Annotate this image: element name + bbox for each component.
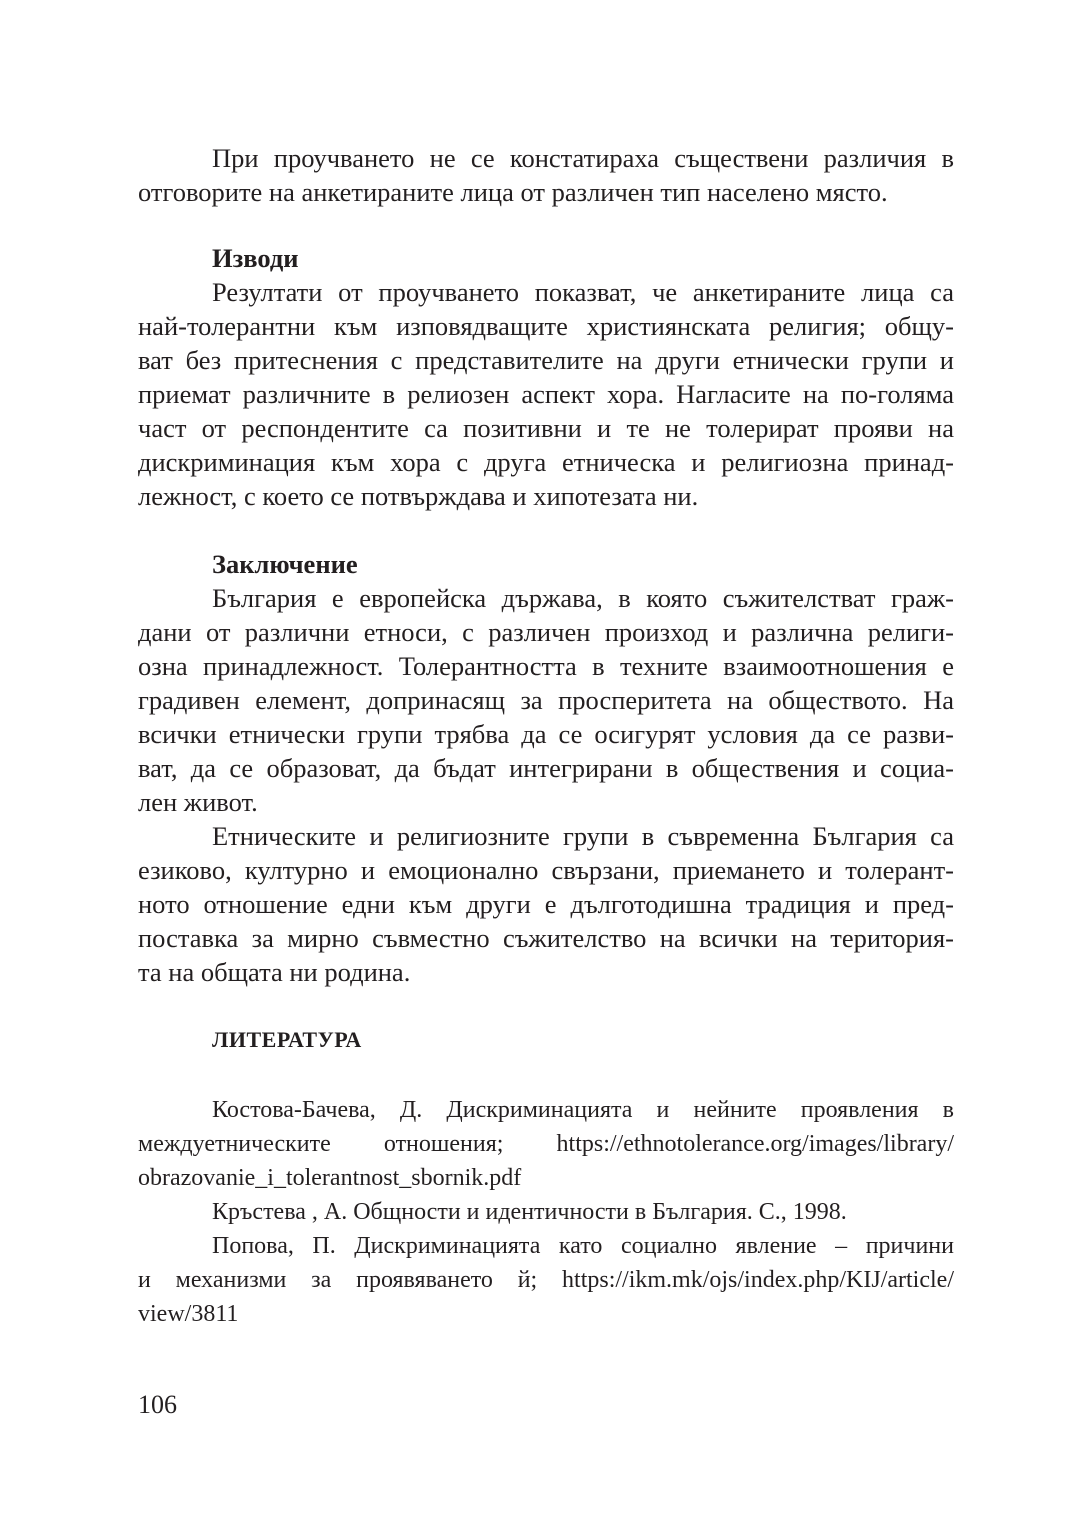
text-line: всички етнически групи трябва да се осигурят условия да се разви- [138,719,954,749]
text-line: дискриминация към хора с друга етническа и религиозна принад- [138,447,954,477]
text-line: При проучването не се констатираха съществени различия в [212,143,954,173]
text-line: ното отношение едни към други е дълготодишна традиция и пред- [138,889,954,919]
text-line: езиково, културно и емоционално свързани, приемането и толерант- [138,855,954,885]
text-line: озна принадлежност. Толерантността в техните взаимоотношения е [138,651,954,681]
reference-line: междуетническите отношения; https://ethnotolerance.org/images/library/ [138,1131,954,1157]
text-line: Резултати от проучването показват, че анкетираните лица са [212,277,954,307]
text-line: част от респондентите са позитивни и те не толерират прояви на [138,413,954,443]
text-line: лежност, с което се потвърждава и хипотезата ни. [138,481,699,511]
text-line: дани от различни етноси, с различен произход и различна религи- [138,617,954,647]
text-line: ват без притеснения с представителите на други етнически групи и [138,345,954,375]
reference-line: Попова, П. Дискриминацията като социално явление – причини [212,1233,954,1259]
text-line: България е европейска държава, в която съжителстват граж- [212,583,954,613]
section-heading-summary: Заключение [212,549,358,579]
text-line: градивен елемент, допринасящ за просперитета на обществото. На [138,685,954,715]
reference-line: Кръстева , А. Общности и идентичности в България. С., 1998. [212,1199,847,1225]
reference-line: и механизми за проявяването й; https://ikm.mk/ojs/index.php/KIJ/article/ [138,1267,954,1293]
text-line: ват, да се образоват, да бъдат интегрирани в обществения и социа- [138,753,954,783]
text-line: лен живот. [138,787,258,817]
text-line: та на общата ни родина. [138,957,411,987]
reference-line: view/3811 [138,1301,239,1327]
text-line: Етническите и религиозните групи в съвременна България са [212,821,954,851]
reference-line: Костова-Бачева, Д. Дискриминацията и нейните проявления в [212,1097,954,1123]
text-line: отговорите на анкетираните лица от различен тип населено място. [138,177,888,207]
text-line: най-толерантни към изповядващите християнската религия; общу- [138,311,954,341]
section-heading-literature: ЛИТЕРАТУРА [212,1027,362,1052]
text-line: приемат различните в релиозен аспект хора. Нагласите на по-голяма [138,379,954,409]
reference-line: obrazovanie_i_tolerantnost_sbornik.pdf [138,1165,522,1191]
section-heading-conclusions: Изводи [212,243,299,273]
text-line: поставка за мирно съвместно съжителство на всички на територия- [138,923,954,953]
page-number: 106 [138,1390,177,1419]
